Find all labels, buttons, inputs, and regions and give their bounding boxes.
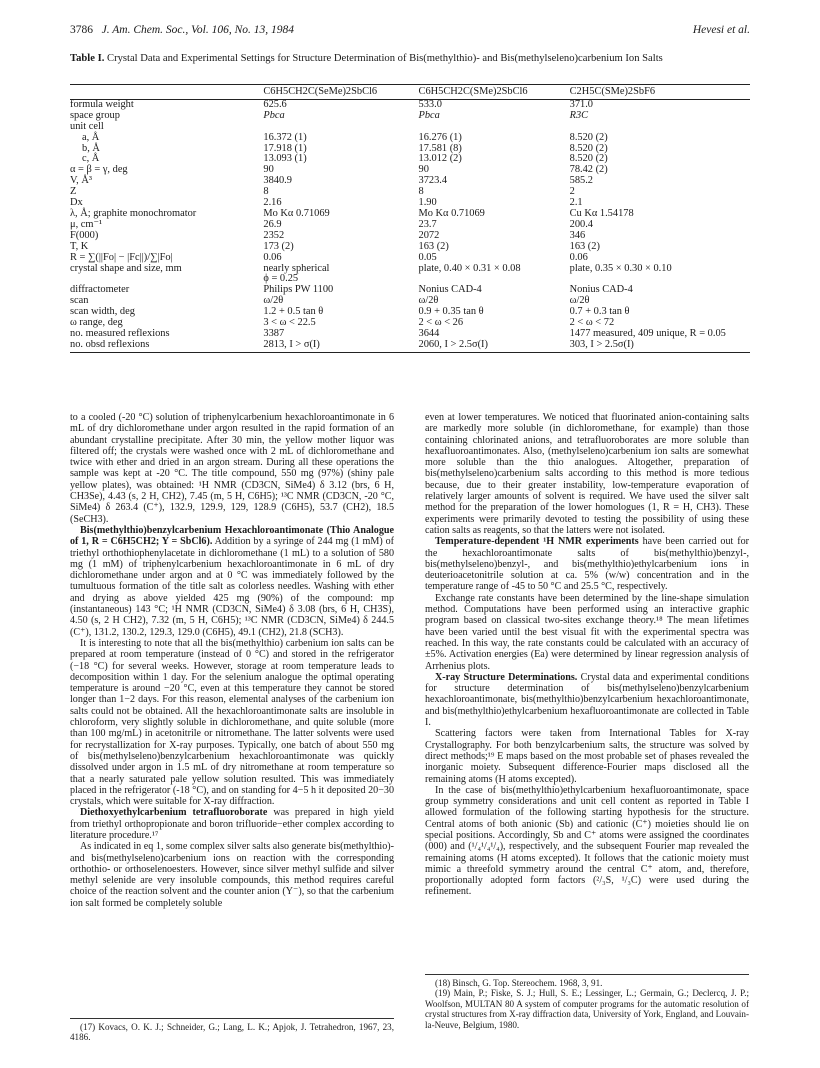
author-running-head: Hevesi et al. (692, 24, 750, 36)
table-row (70, 307, 750, 318)
table-cell (263, 122, 418, 133)
table-cell: 173 (2) (263, 240, 294, 252)
row-label: scan width, deg (70, 306, 135, 318)
table-cell: 0.9 + 0.35 tan θ (418, 306, 484, 318)
table-cell: 17.918 (1) (263, 142, 307, 154)
right-column-text (425, 412, 749, 898)
table-cell: 8.520 (2) (569, 153, 608, 165)
table-cell: 90 (263, 164, 274, 176)
header-left (70, 24, 294, 36)
table-cell: 2 < ω < 26 (418, 317, 464, 329)
table-cell: 8 (418, 186, 424, 198)
table-cell: ω/2θ (263, 295, 284, 307)
table-row (70, 99, 750, 110)
row-label: formula weight (70, 98, 134, 110)
row-label: diffractometer (70, 284, 130, 296)
table-cell: 200.4 (569, 218, 594, 230)
row-label: μ, cm⁻¹ (70, 218, 103, 230)
table-cell: Pbca (263, 109, 285, 121)
table-cell: 90 (418, 164, 429, 176)
table-cell: 8.520 (2) (569, 131, 608, 143)
table-cell: 8 (263, 186, 269, 198)
table-cell: 23.7 (418, 218, 437, 230)
row-label: F(000) (70, 229, 99, 241)
paragraph-heading: Bis(methylthio)benzylcarbenium Hexachloroantimonate (Thio Analogue of 1, R = C6H5CH2; Y = SbCl6). (70, 524, 394, 548)
paragraph (425, 412, 749, 536)
column-header: C6H5CH2C(SMe)2SbCl6 (419, 85, 570, 100)
table-cell: 585.2 (569, 175, 594, 187)
row-label: a, Å (82, 131, 100, 143)
table-row (70, 220, 750, 231)
table-cell: 1477 measured, 409 unique, R = 0.05 (569, 327, 726, 339)
paragraph-text: to a cooled (-20 °C) solution of triphenylcarbenium hexachloroantimonate in 6 mL of dry dichloromethane under argon resulted in the rapid formation of an abundant crystalline precipitate. After 30 min, the yellow mother liquor was filtered off; the crystals were washed once with 2 mL of dichloromethane and twice with ether and dried in an argon stream. During all these operations the sample was kept at -20 °C. The title compound, 550 mg (97%) (shiny pale yellow plates), was obtained: ¹H NMR (CD3CN, SiMe4) δ 3.12 (brs, 6 H, CH3Se), 4.43 (s, 2 H, CH2), 7.45 (m, 5 H, C6H5); ¹³C NMR (CD3CN, -20 °C, SiMe4) δ 263.4 (C⁺), 132.9, 129.9, 129, 128.9 (C6H5), 53.7 (CH2), 18.5 (SeCH3). (70, 412, 394, 525)
table-cell: 0.7 + 0.3 tan θ (569, 306, 630, 318)
table-cell: Nonius CAD-4 (569, 284, 633, 296)
table-cell: 2072 (418, 229, 440, 241)
table-label: Table I. (70, 53, 105, 64)
paragraph (70, 638, 394, 807)
row-label: crystal shape and size, mm (70, 262, 182, 274)
table-row (70, 144, 750, 155)
table-cell: 16.276 (1) (418, 131, 462, 143)
running-head (70, 24, 750, 40)
paragraph-text: Crystal data and experimental conditions for structure determination of bis(methylseleno)benzylcarbenium hexachloroantimonate, bis(methylthio)benzylcarbenium hexachloroantimonate, and bis(methylthio)ethylcarbenium hexafluoroantimonate are collected in Table I. (425, 671, 749, 729)
paragraph-text: As indicated in eq 1, some complex silver salts also generate bis(methylthio)- and bis(methylseleno)carbenium ions on reaction with the corresponding orthothio- or orthoselenoesters. However, since silver methyl sulfide and silver methyl selenide are very insoluble compounds, this method requires careful choice of the reaction solvent and the counter anion (Y⁻), so that the carbenium ion salt formed be completely soluble (70, 841, 394, 909)
table-cell: 13.012 (2) (418, 153, 462, 165)
table-cell: ω/2θ (569, 295, 590, 307)
table-cell: 3840.9 (263, 175, 292, 187)
paragraph (70, 807, 394, 841)
table-cell: 533.0 (418, 98, 442, 110)
table-cell: Philips PW 1100 (263, 284, 334, 296)
column-header: C2H5C(SMe)2SbF6 (570, 85, 750, 100)
footnote: (19) Main, P.; Fiske, S. J.; Hull, S. E.; Lessinger, L.; Germain, G.; Declercq, J. P.; Woolfson, MULTAN 80 A system of computer programs for the automatic resolution of crystal structures from X-ray diffraction data, University of York, England, and Louvain-la-Neuve, Belgium, 1980. (425, 988, 749, 1030)
paragraph-text: It is interesting to note that all the bis(methylthio) carbenium ion salts can be prepared at room temperature (instead of 0 °C) and stored in the refrigerator (−18 °C) for several weeks. However, storage at room temperature leads to decomposition within 1 day. For the selenium analogue the optimal operating temperature is around −20 °C, even at this temperature they cannot be stored longer than 1−2 days. For this reason, elemental analyses of the carbenium ion salts could not be obtained. All the hexachloroantimonate salts are insoluble in chloroform, very slightly soluble in dichloromethane, and quite soluble (more than 100 mg/mL) in acetonitrile or nitromethane. The latter solvents were used for recrystallization for X-ray purposes. Typically, one batch of about 550 mg of bis(methylseleno)benzylcarbenium hexachloroantimonate was quickly dissolved under argon in 1.5 mL of dry nitromethane at room temperature so that a nearly saturated pale yellow solution resulted. This was immediately placed in the refrigerator (-18 °C), and on standing for 4−5 h it deposited 20−30 crystals, which were suitable for X-ray diffraction. (70, 637, 394, 808)
row-label: b, Å (82, 142, 100, 154)
paragraph-text: even at lower temperatures. We noticed that fluorinated anion-containing salts are markedly more soluble (in dichloromethane, for example) than those containing chlorinated anions, and tetrafluoroborates are more soluble than hexafluoroantimonates. Also, (methylseleno)carbenium ion salts are somewhat more soluble than the thio analogues. Altogether, preparation of bis(methylseleno)carbenium salts according to this method is more tedious because, due to their greater instability, low-temperature evaporation of relatively larger amounts of solvent is required. We have used the silver salt method for the preparation of the lower homologues (1, R = H, CH3). These experiments were primarily devoted to testing the possibility of using these cation salts as reagents, so that the latters were not isolated. (425, 412, 749, 536)
footnote: (18) Binsch, G. Top. Stereochem. 1968, 3, 91. (435, 978, 603, 988)
crystal-data-table (70, 84, 750, 353)
row-label: no. obsd reflexions (70, 340, 263, 352)
table-cell: Mo Kα 0.71069 (418, 207, 485, 219)
paragraph (425, 785, 749, 898)
table-cell: Pbca (418, 109, 440, 121)
table-cell: 3 < ω < 22.5 (263, 317, 316, 329)
table-cell: plate, 0.40 × 0.31 × 0.08 (418, 262, 521, 274)
paragraph-heading: Diethoxyethylcarbenium tetrafluoroborate (80, 807, 268, 819)
table-cell: plate, 0.35 × 0.30 × 0.10 (569, 262, 672, 274)
row-label: no. measured reflexions (70, 327, 170, 339)
table-cell: 2 < ω < 72 (569, 317, 615, 329)
journal-citation: J. Am. Chem. Soc., Vol. 106, No. 13, 1984 (101, 24, 295, 36)
table-row (70, 274, 750, 285)
table-row (70, 242, 750, 253)
row-label: space group (70, 109, 120, 121)
table-cell: 2813, I > σ(I) (263, 340, 418, 352)
table-row (70, 340, 750, 352)
table-cell: 163 (2) (418, 240, 449, 252)
table-row (70, 231, 750, 242)
column-header: C6H5CH2C(SeMe)2SbCl6 (263, 85, 418, 100)
page-number: 3786 (70, 24, 93, 36)
table-row (70, 176, 750, 187)
paragraph-text: Exchange rate constants have been determined by the line-shape simulation method. Computations have been performed using an interactive graphic program based on classical two-sites exchange theory.¹⁸ The mean lifetimes have been varied until the best visual fit with the experimental spectra was reached. In this way, the rate constants could be calculated with an accuracy of ±5%. Activation energies (Ea) were determined by linear regression analysis of Arrhenius plots. (425, 592, 749, 672)
row-label: c, Å (82, 153, 100, 165)
table-cell: ω/2θ (418, 295, 439, 307)
table-row (70, 285, 750, 296)
row-label: λ, Å; graphite monochromator (70, 207, 197, 219)
table-cell: 17.581 (8) (418, 142, 462, 154)
table-row (70, 253, 750, 264)
table-row (70, 165, 750, 176)
row-label: α = β = γ, deg (70, 164, 128, 176)
table-cell: 3644 (418, 327, 440, 339)
table-cell: 3387 (263, 327, 285, 339)
table-cell: 13.093 (1) (263, 153, 307, 165)
table-cell: Nonius CAD-4 (418, 284, 482, 296)
table-cell: Mo Kα 0.71069 (263, 207, 330, 219)
table-caption (70, 52, 750, 65)
table-body (70, 99, 750, 352)
paragraph-text: have been carried out for the hexachloroantimonate salts of bis(methylthio)benzyl-, bis(methylseleno)benzyl-, and bis(methylthio)ethylcarbenium ions in deuterioacetonitrile solution at ca. 5% (w/w) concentration and in the temperature range of -45 to 50 °C and 25.5 °C, respectively. (425, 536, 749, 593)
paragraph (425, 593, 749, 672)
table-cell: 0.06 (569, 251, 588, 263)
table-cell: 346 (569, 229, 586, 241)
table-row (70, 122, 750, 133)
table-cell: 78.42 (2) (569, 164, 608, 176)
paragraph-heading: Temperature-dependent ¹H NMR experiments (435, 536, 639, 548)
paragraph (425, 672, 749, 728)
paragraph-text: Addition by a syringe of 244 mg (1 mM) of triethyl orthothiophenylacetate in dichloromethane (1 mL) to a solution of 580 mg (1 mM) of triphenylcarbenium hexachloroantimonate in 6 mL of dry dichloromethane under argon and at 0 °C was immediately followed by the tumultuous formation of the title salt as colorless needles. Washing with ether and drying as above yielded 425 mg (90%) of the compound: mp (instantaneous) 143 °C; ¹H NMR (CD3CN, SiMe4) δ 3.08 (brs, 6 H, CH3S), 4.50 (s, 2 H CH2), 7.32 (m, 5 H, C6H5); ¹³C NMR (CD3CN, SiMe4) δ 244.5 (C⁺), 131.2, 130.2, 129.3, 129.0 (C6H5), 49.1 (CH2), 21.8 (SCH3). (70, 536, 395, 638)
table-cell: 163 (2) (569, 240, 600, 252)
left-column-text (70, 412, 394, 909)
table-cell: 1.2 + 0.5 tan θ (263, 306, 324, 318)
table-cell: R3C (569, 109, 589, 121)
table-cell: 2 (569, 186, 575, 198)
table-caption-text: Crystal Data and Experimental Settings for Structure Determination of Bis(methylthio)- and Bis(methylseleno)carbenium Ion Salts (107, 53, 663, 64)
table-cell: Cu Kα 1.54178 (569, 207, 634, 219)
table-cell: 3723.4 (418, 175, 448, 187)
row-label: V, Å³ (70, 175, 92, 187)
table-cell: ϕ = 0.25 (263, 273, 299, 285)
row-label: T, K (70, 240, 89, 252)
table-cell: 26.9 (263, 218, 282, 230)
table-row (70, 187, 750, 198)
table-cell (570, 122, 750, 133)
table-cell: 0.05 (418, 251, 437, 263)
table-cell (419, 122, 570, 133)
row-label: Dx (70, 197, 83, 209)
table-row (70, 111, 750, 122)
footnote: (17) Kovacs, O. K. J.; Schneider, G.; Lang, L. K.; Apjok, J. Tetrahedron, 1967, 23, 4186. (70, 1022, 394, 1043)
paragraph (70, 841, 394, 909)
column-header (70, 85, 263, 100)
table-cell: 0.06 (263, 251, 282, 263)
row-label: Z (70, 186, 77, 198)
paragraph (70, 525, 394, 638)
table-cell: 2352 (263, 229, 285, 241)
table-row (70, 329, 750, 340)
table-cell: nearly spherical (263, 262, 330, 274)
table-cell: 16.372 (1) (263, 131, 307, 143)
table-header-row (70, 85, 750, 100)
table-cell: 625.6 (263, 98, 287, 110)
table-cell: 2060, I > 2.5σ(I) (419, 340, 570, 352)
paragraph-text: In the case of bis(methylthio)ethylcarbenium hexafluoroantimonate, space group symmetry considerations and unit cell content as reported in Table I allowed formulation of the following starting hypothesis for the structure. Central atoms of both anionic (Sb) and cationic (C⁺) moieties should lie on special positions. Accordingly, Sb and C⁺ atoms were assigned the coordinates (000) and (¹/₄¹/₄¹/₄), respectively, and the subsequent Fourier map revealed the remaining atoms (H atoms excepted). It follows that the cationic moiety must mimic a threefold symmetry around the central C⁺ atom, and, therefore, proportionally adopted form factors (²/₃S, ¹/₃C) were used during the refinement. (425, 784, 749, 898)
table-cell: 303, I > 2.5σ(I) (570, 340, 750, 352)
paragraph-text: Scattering factors were taken from International Tables for X-ray Crystallography. For both benzylcarbenium salts, the structure was solved by direct methods;¹⁹ E maps based on the most probable set of phases revealed the inorganic moiety. Subsequent difference-Fourier maps disclosed all the remaining atoms (H atoms excepted). (425, 728, 749, 785)
row-label: unit cell (70, 120, 104, 132)
paragraph (70, 412, 394, 525)
row-label: scan (70, 295, 89, 307)
table-row (70, 133, 750, 144)
table-row (70, 209, 750, 220)
paragraph (425, 728, 749, 784)
footnotes-left (70, 1018, 394, 1043)
table-row (70, 154, 750, 165)
table-cell: 2.16 (263, 197, 282, 209)
paragraph-text: was prepared in high yield from triethyl orthopropionate and boron trifluoride−ether complex according to literature procedure.¹⁷ (70, 807, 394, 841)
paragraph-heading: X-ray Structure Determinations. (435, 671, 578, 683)
table-cell: 2.1 (569, 197, 583, 209)
table-cell: 371.0 (569, 98, 594, 110)
row-label: R = ∑(||Fo| − |Fc||)/∑|Fo| (70, 251, 173, 263)
table-row (70, 264, 750, 275)
paragraph (425, 536, 749, 592)
row-label: ω range, deg (70, 317, 123, 329)
table-row (70, 296, 750, 307)
footnotes-right (425, 974, 749, 1030)
table-cell: 8.520 (2) (569, 142, 608, 154)
table-cell: 1.90 (418, 197, 437, 209)
